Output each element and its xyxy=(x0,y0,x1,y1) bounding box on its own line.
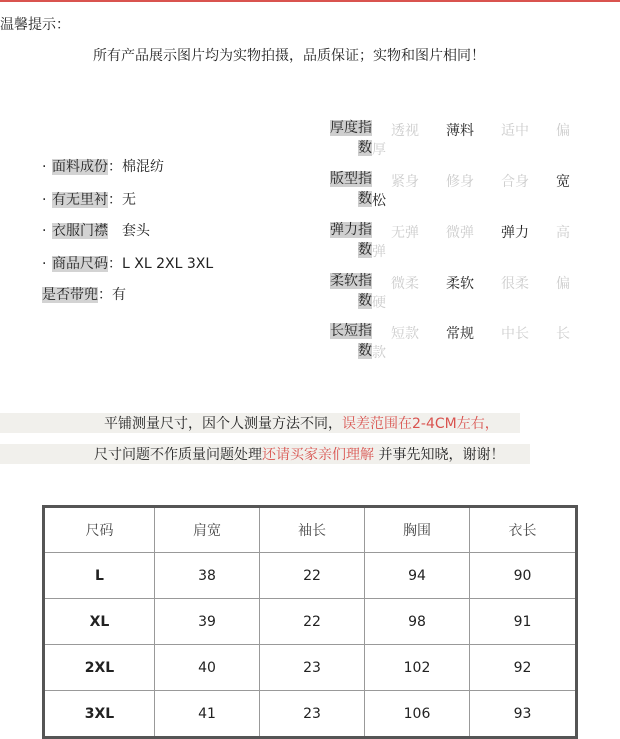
note-highlight: 误差范围在2-4CM左右， xyxy=(342,416,499,432)
size-cell: 2XL xyxy=(44,645,155,691)
index-option-tail: 款 xyxy=(372,345,386,361)
attribute-label: 是否带兜 xyxy=(42,287,98,303)
index-label xyxy=(320,271,372,311)
index-label-line1: 厚度指 xyxy=(330,120,372,136)
header-cell: 袖长 xyxy=(260,507,365,553)
value-cell: 22 xyxy=(260,553,365,599)
index-label-line1: 柔软指 xyxy=(330,273,372,289)
index-option-tail: 松 xyxy=(372,193,386,209)
index-label-line1: 长短指 xyxy=(330,323,372,339)
size-cell: 3XL xyxy=(44,691,155,738)
index-option-selected: 宽 xyxy=(556,174,570,190)
table-row xyxy=(44,645,577,691)
index-label-line2: 数 xyxy=(358,343,372,359)
attribute-sep: ： xyxy=(108,159,122,175)
value-cell: 23 xyxy=(260,691,365,738)
measure-note-line1 xyxy=(104,413,499,433)
index-label xyxy=(320,220,372,260)
notice-title: 温馨提示： xyxy=(0,17,70,33)
attribute-lining: · 有无里衬：无 xyxy=(42,192,136,208)
attribute-fabric: · 面料成份：棉混纺 xyxy=(42,159,164,175)
index-label xyxy=(320,169,372,209)
attribute-sep: ： xyxy=(108,192,122,208)
index-option: 长 xyxy=(556,326,570,342)
index-option-selected: 弹力 xyxy=(501,225,529,241)
attribute-pocket xyxy=(42,284,126,304)
index-label-line2: 数 xyxy=(358,191,372,207)
index-option-selected: 薄料 xyxy=(446,123,474,139)
value-cell: 23 xyxy=(260,645,365,691)
value-cell: 90 xyxy=(470,553,577,599)
attribute-value: 套头 xyxy=(122,223,150,239)
measure-note-line2 xyxy=(94,444,504,464)
attribute-value: L XL 2XL 3XL xyxy=(122,256,214,272)
size-table-header xyxy=(44,507,577,553)
value-cell: 92 xyxy=(470,645,577,691)
index-label-line2: 数 xyxy=(358,293,372,309)
index-option: 微柔 xyxy=(391,276,419,292)
header-cell: 尺码 xyxy=(44,507,155,553)
value-cell: 39 xyxy=(155,599,260,645)
index-option-tail: 弹 xyxy=(372,244,386,260)
table-row xyxy=(44,553,577,599)
attribute-value: 棉混纺 xyxy=(122,159,164,175)
attribute-label: 商品尺码 xyxy=(52,256,108,272)
index-option-tail: 厚 xyxy=(372,142,386,158)
index-label-line2: 数 xyxy=(358,242,372,258)
header-cell: 肩宽 xyxy=(155,507,260,553)
attribute-label: 面料成份 xyxy=(52,159,108,175)
value-cell: 91 xyxy=(470,599,577,645)
value-cell: 102 xyxy=(365,645,470,691)
attribute-value: 有 xyxy=(112,287,126,303)
value-cell: 41 xyxy=(155,691,260,738)
index-option: 短款 xyxy=(391,326,419,342)
notice-text: 所有产品展示图片均为实物拍摄，品质保证；实物和图片相同！ xyxy=(93,48,485,64)
attribute-label: 有无里衬 xyxy=(52,192,108,208)
index-option: 合身 xyxy=(501,174,529,190)
value-cell: 22 xyxy=(260,599,365,645)
value-cell: 106 xyxy=(365,691,470,738)
index-option: 无弹 xyxy=(391,225,419,241)
index-option-tail: 硬 xyxy=(372,295,386,311)
index-option-selected: 常规 xyxy=(446,326,474,342)
size-cell: L xyxy=(44,553,155,599)
index-option: 透视 xyxy=(391,123,419,139)
index-option: 很柔 xyxy=(501,276,529,292)
value-cell: 98 xyxy=(365,599,470,645)
value-cell: 94 xyxy=(365,553,470,599)
note-highlight: 还请买家亲们理解 xyxy=(262,447,374,463)
index-label xyxy=(320,118,372,158)
attribute-sep: ： xyxy=(98,287,112,303)
index-option: 修身 xyxy=(446,174,474,190)
index-label-line1: 版型指 xyxy=(330,171,372,187)
attribute-label: 衣服门襟 xyxy=(52,223,108,239)
header-cell: 胸围 xyxy=(365,507,470,553)
index-option: 高 xyxy=(556,225,570,241)
index-option: 偏 xyxy=(556,123,570,139)
value-cell: 93 xyxy=(470,691,577,738)
header-cell: 衣长 xyxy=(470,507,577,553)
attribute-placket: · 衣服门襟 套头 xyxy=(42,223,150,239)
index-label-line2: 数 xyxy=(358,140,372,156)
attribute-sizes: · 商品尺码：L XL 2XL 3XL xyxy=(42,256,214,272)
index-option: 中长 xyxy=(501,326,529,342)
note-text: 尺寸问题不作质量问题处理 xyxy=(94,447,262,463)
index-option: 适中 xyxy=(501,123,529,139)
attribute-value: 无 xyxy=(122,192,136,208)
table-row xyxy=(44,599,577,645)
table-row xyxy=(44,691,577,738)
index-label-line1: 弹力指 xyxy=(330,222,372,238)
index-option: 微弹 xyxy=(446,225,474,241)
index-option: 偏 xyxy=(556,276,570,292)
index-label xyxy=(320,321,372,361)
value-cell: 40 xyxy=(155,645,260,691)
index-option: 紧身 xyxy=(391,174,419,190)
index-option-selected: 柔软 xyxy=(446,276,474,292)
size-cell: XL xyxy=(44,599,155,645)
note-text: 并事先知晓，谢谢！ xyxy=(374,447,505,463)
attribute-sep: ： xyxy=(108,256,122,272)
top-divider xyxy=(0,0,620,2)
note-text: 平铺测量尺寸，因个人测量方法不同， xyxy=(104,416,342,432)
size-table xyxy=(42,505,578,739)
value-cell: 38 xyxy=(155,553,260,599)
